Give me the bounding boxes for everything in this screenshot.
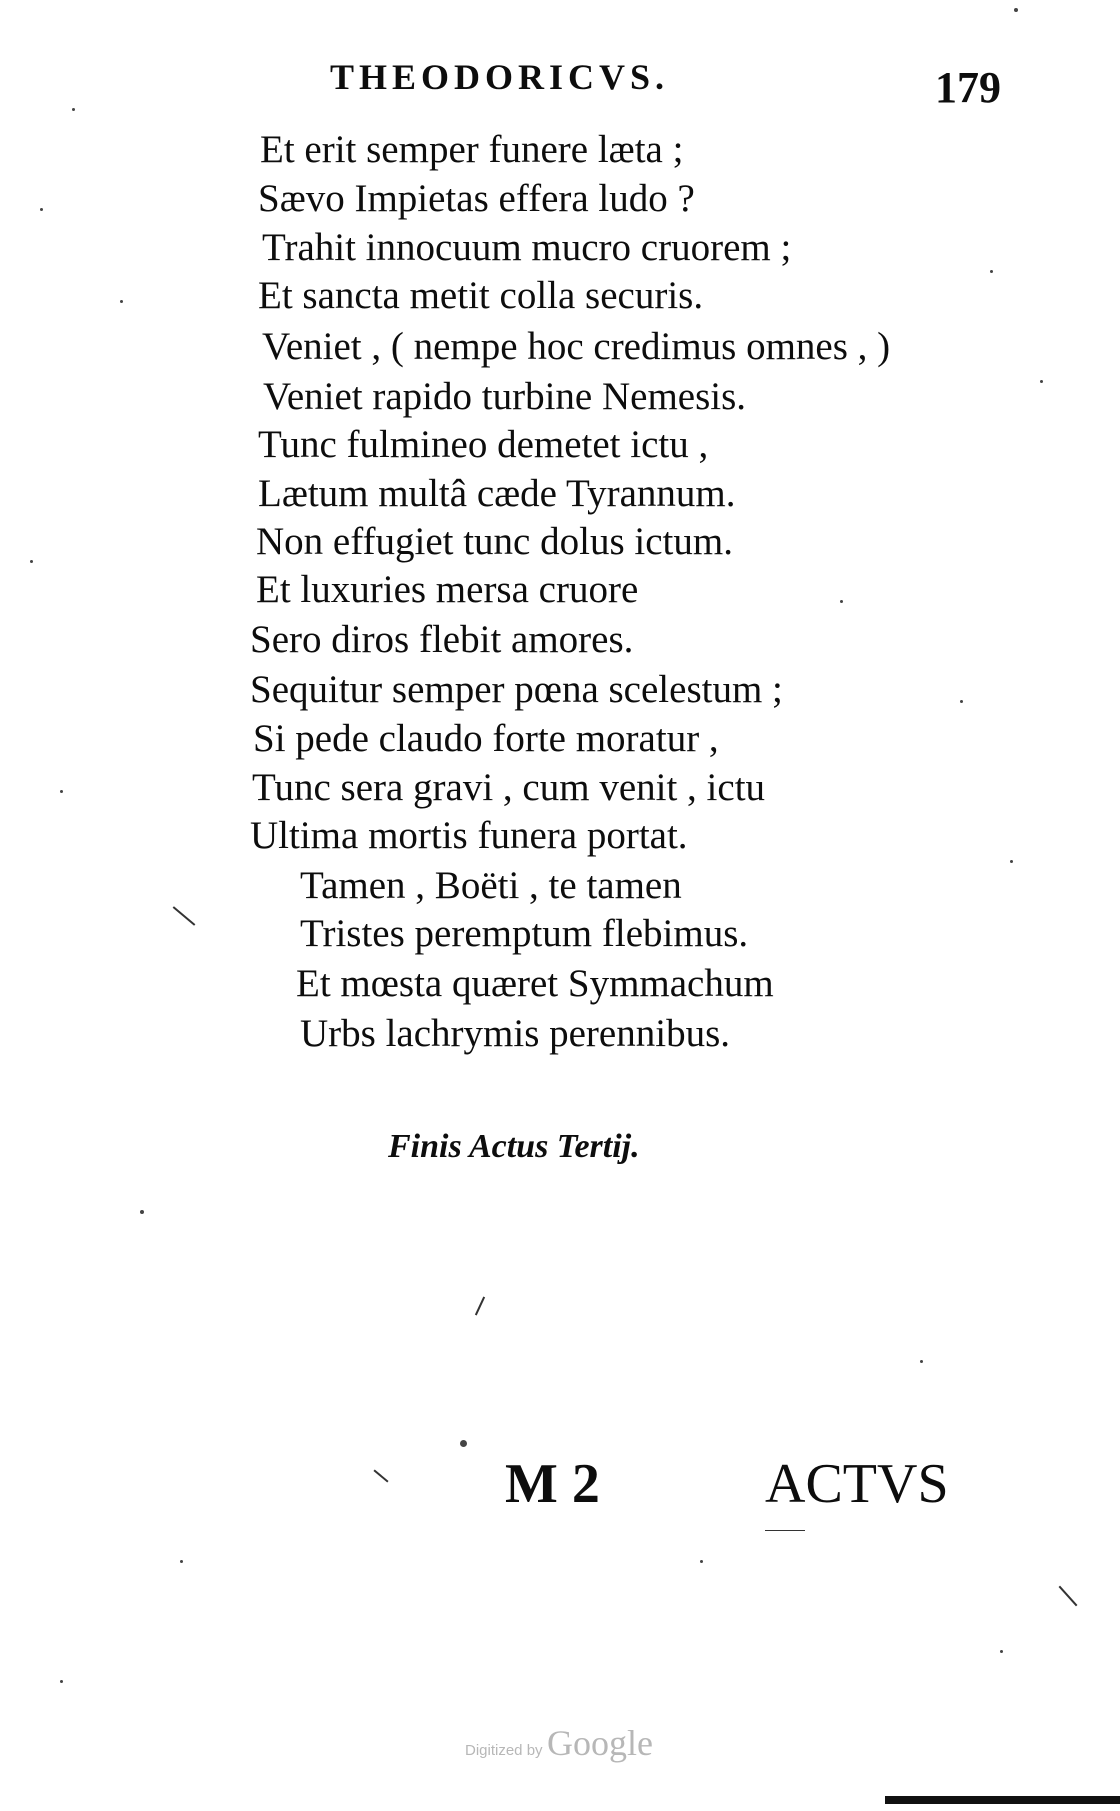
catchword: ACTVS: [765, 1453, 949, 1515]
scan-speck: [30, 560, 33, 563]
scan-speck: [60, 1680, 63, 1683]
verse-line: Sero diros flebit amores.: [250, 618, 634, 661]
verse-line: Sævo Impietas effera ludo ?: [258, 177, 695, 220]
verse-line: Veniet , ( nempe hoc credimus omnes , ): [262, 325, 891, 368]
scan-mark: [765, 1530, 805, 1531]
scan-speck: [960, 700, 963, 703]
verse-line: Tristes peremptum flebimus.: [300, 912, 749, 955]
running-head: THEODORICVS.: [330, 57, 670, 97]
page-number: 179: [935, 63, 1001, 112]
verse-line: Non effugiet tunc dolus ictum.: [256, 520, 733, 563]
digitized-label: Digitized by: [465, 1742, 543, 1759]
verse-line: Et sancta metit colla securis.: [258, 274, 704, 317]
verse-line: Tamen , Boëti , te tamen: [300, 864, 682, 907]
verse-line: Et erit semper funere læta ;: [260, 128, 684, 171]
scan-speck: [120, 300, 123, 303]
verse-line: Urbs lachrymis perennibus.: [300, 1012, 730, 1055]
scan-speck: [1000, 1650, 1003, 1653]
verse-line: Tunc fulmineo demetet ictu ,: [258, 423, 709, 466]
verse-line: Si pede claudo forte moratur ,: [253, 717, 719, 760]
scan-speck: [60, 790, 63, 793]
scan-edge-bar: [885, 1796, 1120, 1804]
google-logo: Google: [547, 1723, 653, 1763]
scan-mark: [373, 1469, 388, 1482]
scan-speck: [180, 1560, 183, 1563]
signature-mark: M 2: [505, 1453, 600, 1515]
verse-line: Et mœsta quæret Symmachum: [296, 962, 774, 1005]
act-end-note: Finis Actus Tertij.: [388, 1128, 640, 1165]
verse-line: Veniet rapido turbine Nemesis.: [263, 375, 747, 418]
verse-line: Tunc sera gravi , cum venit , ictu: [252, 766, 766, 809]
verse-line: Et luxuries mersa cruore: [256, 568, 639, 611]
scan-speck: [460, 1440, 467, 1447]
verse-line: Sequitur semper pœna scelestum ;: [250, 668, 783, 711]
verse-line: Trahit innocuum mucro cruorem ;: [262, 226, 792, 269]
scan-speck: [840, 600, 843, 603]
digitized-watermark: [465, 1722, 653, 1764]
scan-speck: [1014, 8, 1018, 12]
scan-speck: [920, 1360, 923, 1363]
scan-speck: [1040, 380, 1043, 383]
scan-speck: [40, 208, 43, 211]
scan-speck: [1010, 860, 1013, 863]
verse-line: Lætum multâ cæde Tyrannum.: [258, 472, 736, 515]
scan-mark: [173, 906, 196, 926]
scan-speck: [700, 1560, 703, 1563]
scan-speck: [72, 108, 75, 111]
scan-mark: [475, 1297, 485, 1316]
verse-line: Ultima mortis funera portat.: [250, 814, 688, 857]
scan-speck: [990, 270, 993, 273]
scan-speck: [140, 1210, 144, 1214]
scan-mark: [1059, 1586, 1078, 1607]
